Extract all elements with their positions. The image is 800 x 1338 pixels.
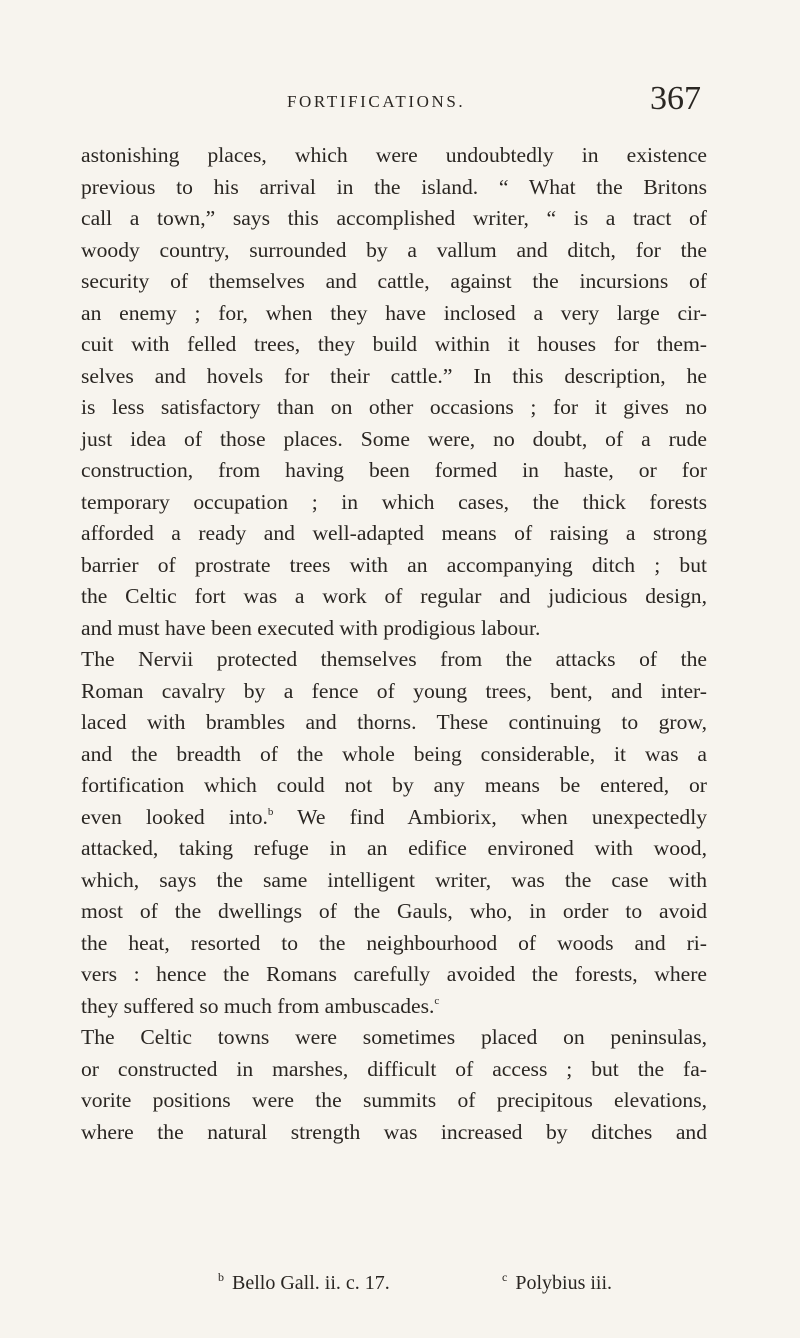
text-line: the heat, resorted to the neighbourhood of woods and ri- — [81, 930, 707, 955]
text-line: vers : hence the Romans carefully avoided the forests, where — [81, 962, 707, 986]
text-line: selves and hovels for their cattle.” In this description, he — [81, 363, 707, 388]
footnote-ref-c: c — [434, 994, 440, 1007]
text-segment: they suffered so much from ambuscades. — [81, 993, 435, 1018]
text-line: fortification which could not by any means be entered, or — [81, 773, 707, 797]
text-line: The Nervii protected themselves from the attacks of the — [81, 647, 707, 671]
page-number: 367 — [650, 80, 701, 117]
text-line: is less satisfactory than on other occasions ; for it gives no — [81, 395, 707, 419]
footnote-text: Polybius iii. — [515, 1272, 613, 1294]
body-text — [81, 140, 707, 1148]
footnote-ref-b: b — [267, 805, 274, 818]
page-header — [0, 78, 800, 128]
text-line: security of themselves and cattle, against the incursions of — [81, 269, 707, 293]
text-line: an enemy ; for, when they have inclosed a very large cir- — [81, 300, 707, 325]
text-line: woody country, surrounded by a vallum and ditch, for the — [81, 237, 707, 262]
text-line: laced with brambles and thorns. These continuing to grow, — [81, 710, 707, 734]
footnote-mark: b — [218, 1270, 224, 1284]
text-line: and must have been executed with prodigious labour. — [81, 615, 541, 640]
text-line: Roman cavalry by a fence of young trees, bent, and inter- — [81, 678, 707, 703]
text-line: The Celtic towns were sometimes placed on peninsulas, — [81, 1025, 707, 1049]
text-line: barrier of prostrate trees with an accompanying ditch ; but — [81, 552, 707, 577]
running-head: FORTIFICATIONS. — [287, 92, 466, 111]
text-line — [81, 991, 707, 1023]
text-line — [81, 802, 707, 834]
text-line: call a town,” says this accomplished writer, “ is a tract of — [81, 206, 707, 230]
text-line: previous to his arrival in the island. “ What the Britons — [81, 174, 707, 199]
text-line: construction, from having been formed in haste, or for — [81, 458, 707, 482]
footnotes — [0, 1270, 800, 1300]
footnote-b — [218, 1270, 390, 1295]
text-segment: even looked into. — [81, 804, 268, 829]
text-line: attacked, taking refuge in an edifice environed with wood, — [81, 836, 707, 860]
text-segment: We find Ambiorix, when unexpectedly — [273, 804, 707, 829]
text-line: temporary occupation ; in which cases, the thick forests — [81, 489, 707, 514]
text-line: astonishing places, which were undoubtedly in existence — [81, 143, 707, 167]
text-line: cuit with felled trees, they build within it houses for them- — [81, 332, 707, 356]
footnote-c — [502, 1270, 612, 1295]
text-line: just idea of those places. Some were, no doubt, of a rude — [81, 426, 707, 451]
text-line: or constructed in marshes, difficult of access ; but the fa- — [81, 1056, 707, 1081]
footnote-mark: c — [502, 1270, 508, 1284]
text-line: and the breadth of the whole being considerable, it was a — [81, 741, 707, 766]
text-line: most of the dwellings of the Gauls, who, in order to avoid — [81, 899, 707, 923]
footnote-text: Bello Gall. ii. c. 17. — [232, 1272, 390, 1294]
text-line: which, says the same intelligent writer, was the case with — [81, 867, 707, 892]
text-line: afforded a ready and well-adapted means of raising a strong — [81, 521, 707, 545]
text-line: the Celtic fort was a work of regular and judicious design, — [81, 584, 707, 608]
text-line: where the natural strength was increased by ditches and — [81, 1119, 707, 1144]
text-line: vorite positions were the summits of precipitous elevations, — [81, 1088, 707, 1112]
